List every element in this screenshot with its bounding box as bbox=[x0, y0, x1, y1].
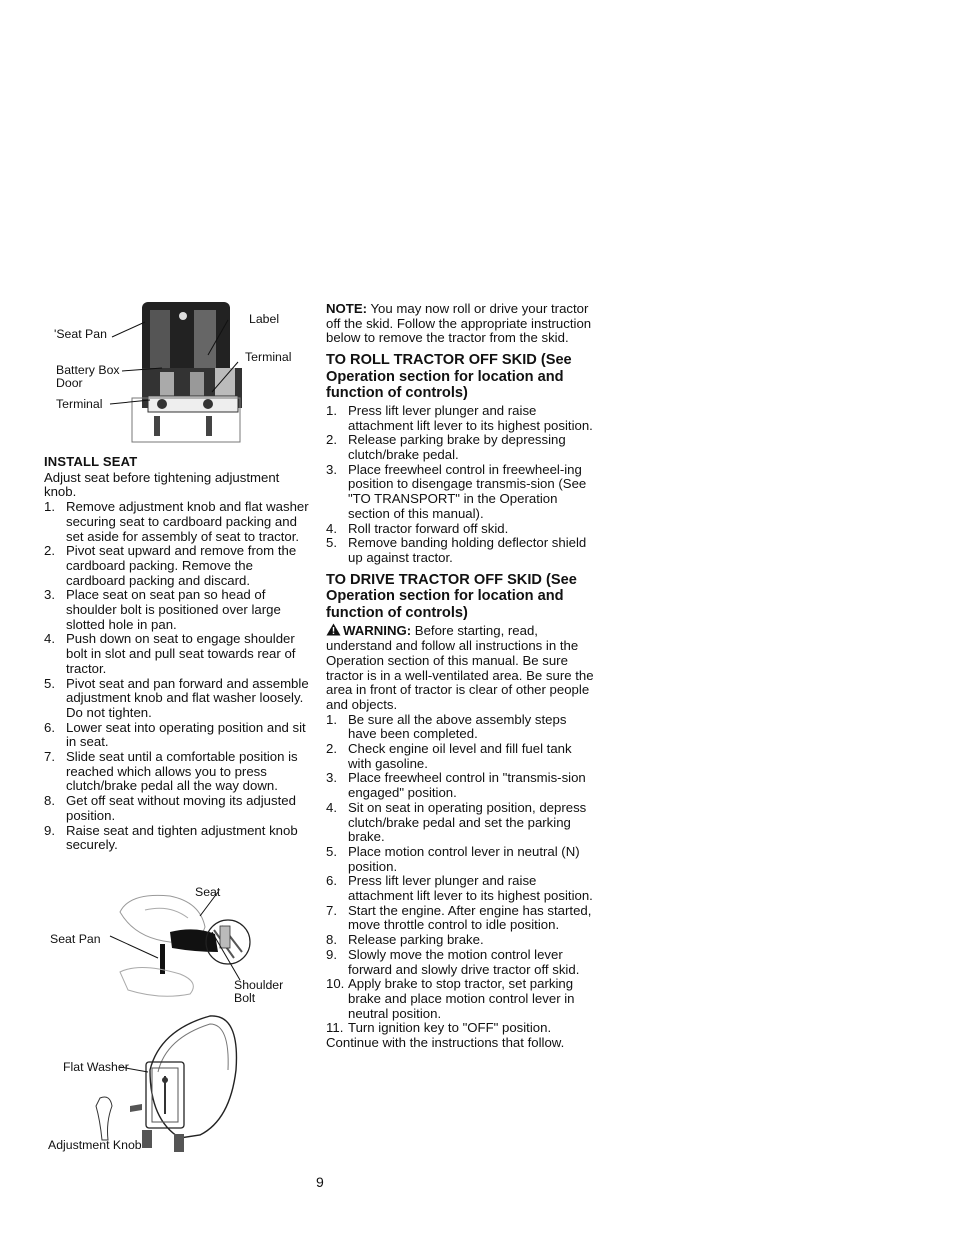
list-item: 11. Turn ignition key to "OFF" position. bbox=[326, 1020, 552, 1036]
label-terminal-right: Terminal bbox=[245, 350, 292, 364]
list-item: 3. Place freewheel control in freewheel-ing position to disengage transmis-sion (See "TO TRANSPORT" in the Operation section of this manual). bbox=[326, 461, 587, 521]
label-terminal-left: Terminal bbox=[56, 397, 103, 411]
list-item: 9. Raise seat and tighten adjustment knob securely. bbox=[44, 822, 298, 853]
figure1-leader-lines bbox=[100, 300, 260, 420]
label-seat: Seat bbox=[195, 885, 221, 899]
roll-off-steps bbox=[326, 404, 594, 566]
label-battery-box: Battery Box bbox=[56, 363, 120, 377]
list-item: 1. Remove adjustment knob and flat washer securing seat to cardboard packing and set aside for assembly of seat to tractor. bbox=[44, 499, 309, 544]
list-item: 2. Check engine oil level and fill fuel tank with gasoline. bbox=[326, 741, 572, 771]
list-item: 3. Place freewheel control in "transmis-sion engaged" position. bbox=[326, 770, 586, 801]
note-paragraph bbox=[326, 302, 594, 346]
label-seat-pan: 'Seat Pan bbox=[54, 327, 107, 341]
label-seat-pan-2: Seat Pan bbox=[50, 932, 101, 946]
page-number: 9 bbox=[316, 1174, 324, 1190]
list-item: 10. Apply brake to stop tractor, set parking brake and place motion control lever in neutral position. bbox=[326, 976, 575, 1021]
list-item: 2. Pivot seat upward and remove from the cardboard packing. Remove the cardboard packing and discard. bbox=[44, 543, 297, 588]
install-seat-section bbox=[44, 455, 312, 853]
list-item: 1. Be sure all the above assembly steps have been completed. bbox=[326, 711, 567, 742]
list-item: 6. Lower seat into operating position and sit in seat. bbox=[44, 719, 306, 750]
list-item: 4. Push down on seat to engage shoulder bolt in slot and pull seat towards rear of tractor. bbox=[44, 631, 296, 676]
list-item: 1. Press lift lever plunger and raise attachment lift lever to its highest position. bbox=[326, 402, 593, 433]
warning-triangle-icon bbox=[326, 623, 341, 636]
list-item: 4. Roll tractor forward off skid. bbox=[326, 520, 509, 536]
label-label: Label bbox=[249, 312, 280, 326]
list-item: 7. Slide seat until a comfortable position is reached which allows you to press clutch/brake pedal all the way down. bbox=[44, 749, 298, 794]
drive-off-steps bbox=[326, 713, 594, 1036]
list-item: 4. Sit on seat in operating position, depress clutch/brake pedal and set the parking brake. bbox=[326, 799, 587, 845]
install-seat-heading: INSTALL SEAT bbox=[44, 454, 138, 469]
warning-label: WARNING: bbox=[343, 623, 412, 639]
note-text: You may now roll or drive your tractor off the skid. Follow the appropriate instruction below to remove the tractor from the skid. bbox=[326, 301, 592, 346]
drive-off-heading: TO DRIVE TRACTOR OFF SKID (See Operation section for location and function of controls) bbox=[326, 571, 577, 621]
install-seat-steps bbox=[44, 500, 312, 853]
adjustment-knob-figure bbox=[90, 1010, 250, 1155]
closing-text: Continue with the instructions that follow. bbox=[326, 1035, 565, 1051]
list-item: 2. Release parking brake by depressing clutch/brake pedal. bbox=[326, 432, 566, 462]
label-shoulder: Shoulder bbox=[234, 978, 284, 992]
list-item: 5. Pivot seat and pan forward and assemble adjustment knob and flat washer loosely. Do not tighten. bbox=[44, 675, 309, 720]
label-adjustment-knob: Adjustment Knob bbox=[48, 1138, 142, 1152]
list-item: 7. Start the engine. After engine has started, move throttle control to idle position. bbox=[326, 902, 592, 933]
label-flat-washer: Flat Washer bbox=[63, 1060, 129, 1074]
list-item: 8. Get off seat without moving its adjusted position. bbox=[44, 793, 296, 823]
roll-off-heading: TO ROLL TRACTOR OFF SKID (See Operation section for location and function of controls) bbox=[326, 352, 572, 402]
skid-removal-section bbox=[326, 302, 594, 1051]
note-label: NOTE: bbox=[326, 301, 368, 316]
install-seat-intro: Adjust seat before tightening adjustment knob. bbox=[44, 469, 280, 500]
list-item: 9. Slowly move the motion control lever forward and slowly drive tractor off skid. bbox=[326, 946, 580, 977]
list-item: 3. Place seat on seat pan so head of shoulder bolt is positioned over large slotted hole in pan. bbox=[44, 587, 281, 632]
list-item: 5. Place motion control lever in neutral (N) position. bbox=[326, 843, 580, 874]
list-item: 6. Press lift lever plunger and raise attachment lift lever to its highest position. bbox=[326, 873, 593, 904]
list-item: 5. Remove banding holding deflector shield up against tractor. bbox=[326, 535, 587, 565]
label-door: Door bbox=[56, 376, 83, 390]
list-item: 8. Release parking brake. bbox=[326, 932, 484, 948]
warning-paragraph bbox=[326, 623, 594, 712]
label-bolt: Bolt bbox=[234, 991, 256, 1005]
warning-text: Before starting, read, understand and follow all instructions in the Operation section of this manual. Be sure tractor is in a well-ventilated area. Be sure the area in front of tractor is clear of other people and objects. bbox=[326, 623, 594, 712]
